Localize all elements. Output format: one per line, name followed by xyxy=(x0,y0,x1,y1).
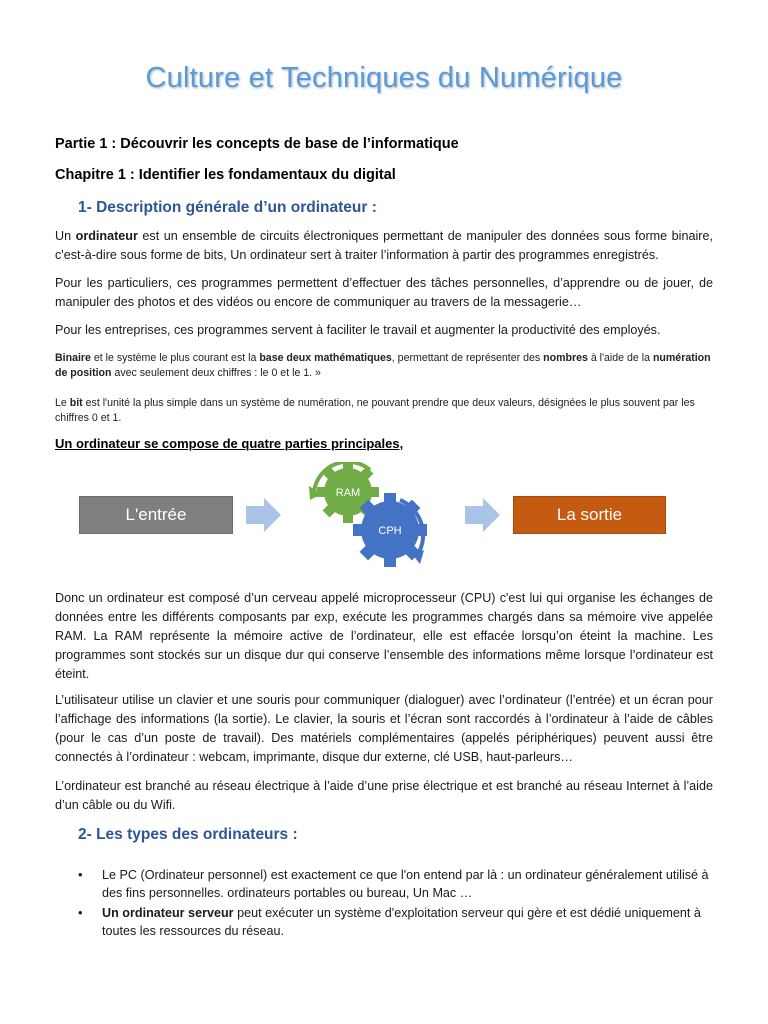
computer-types-list xyxy=(78,866,714,942)
list-item: • Un ordinateur serveur peut exécuter un système d'exploitation serveur qui gère et est dédié uniquement à toutes les ressources du réseau. xyxy=(78,905,701,938)
components-heading: Un ordinateur se compose de quatre parties principales, xyxy=(55,436,404,451)
note-binaire: Binaire et le système le plus courant est la base deux mathématiques, permettant de représenter des nombres à l'aide de la numération de position avec seulement deux chiffres : le 0 et le 1. » xyxy=(55,352,711,379)
section-heading-1: 1- Description générale d’un ordinateur : xyxy=(78,199,377,216)
section-heading-2: 2- Les types des ordinateurs : xyxy=(78,826,298,843)
input-box: L'entrée xyxy=(79,496,233,534)
cpu-label: CPH xyxy=(378,525,402,537)
list-item: • Le PC (Ordinateur personnel) est exactement ce que l'on entend par là : un ordinateur généralement utilisé à des fins personnelles. ordinateurs portables ou bureau, Un Mac … xyxy=(78,867,709,900)
bullet-icon: • xyxy=(78,905,83,920)
part-heading: Partie 1 : Découvrir les concepts de base de l’informatique xyxy=(55,136,459,152)
note-bit: Le bit est l'unité la plus simple dans un système de numération, ne pouvant prendre que deux valeurs, désignées le plus souvent par les chiffres 0 et 1. xyxy=(55,397,695,424)
arrow-right-icon xyxy=(246,498,282,532)
ram-cpu-gears-diagram xyxy=(300,462,440,572)
paragraph-entreprises: Pour les entreprises, ces programmes servent à faciliter le travail et augmenter la productivité des employés. xyxy=(55,323,661,337)
paragraph-reseau: L’ordinateur est branché au réseau électrique à l’aide d’une prise électrique et est branché au réseau Internet à l’aide d’un câble ou du Wifi. xyxy=(55,779,713,812)
ram-label: RAM xyxy=(335,487,361,499)
cpu-gear-icon xyxy=(353,493,427,567)
bullet-icon: • xyxy=(78,867,83,882)
arrow-right-icon xyxy=(465,498,501,532)
paragraph-ordinateur-definition: Un ordinateur est un ensemble de circuits électroniques permettant de manipuler des données sous forme binaire, c'est-à-dire sous forme de bits, Un ordinateur sert à traiter l’information à partir des programmes enregistrés. xyxy=(55,229,713,262)
document-title: Culture et Techniques du Numérique xyxy=(145,62,623,94)
paragraph-peripheriques: L’utilisateur utilise un clavier et une souris pour communiquer (dialoguer) avec l’ordinateur (l’entrée) et un écran pour l’affichage des informations (la sortie). Le clavier, la souris et l’écran sont raccordés à l’ordinateur à l’aide de câbles (pour le cas d’un poste de travail). Des matériels complémentaires (appelés périphériques) peuvent aussi être connectés à l’ordinateur : webcam, imprimante, disque dur externe, clé USB, haut-parleurs… xyxy=(55,693,713,764)
output-box: La sortie xyxy=(513,496,666,534)
chapter-heading: Chapitre 1 : Identifier les fondamentaux du digital xyxy=(55,167,396,183)
paragraph-particuliers: Pour les particuliers, ces programmes permettent d’effectuer des tâches personnelles, d’apprendre ou de jouer, de manipuler des photos et des vidéos ou encore de communiquer au travers de la messagerie… xyxy=(55,276,713,309)
paragraph-cpu-ram: Donc un ordinateur est composé d’un cerveau appelé microprocesseur (CPU) c'est lui qui organise les échanges de données entre les différents composants par exp, exécute les programmes chargés dans sa mémoire vive appelée RAM. La RAM représente la mémoire active de l’ordinateur, elle est effacée lorsqu’on éteint la machine. Les programmes sont stockés sur un disque dur qui conserve l’ensemble des informations même lorsque l’ordinateur est éteint. xyxy=(55,591,713,681)
